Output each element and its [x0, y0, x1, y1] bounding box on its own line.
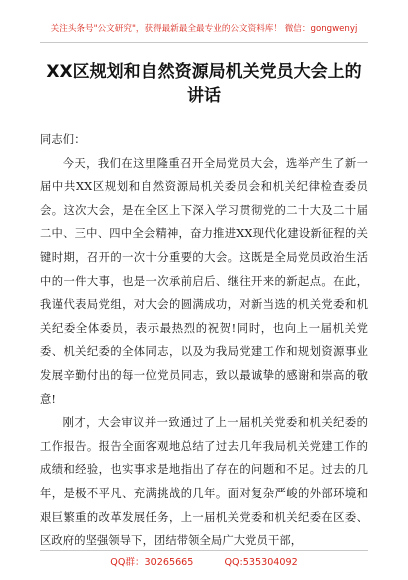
paragraph-1: 今天，我们在这里隆重召开全局党员大会，选举产生了新一届中共XX区规划和自然资源局机关委员会和机关纪律检查委员会。这次大会，是在全区上下深入学习贯彻党的二十大及二十届二中、三中、四中全会精神，奋力推进XX现代化建设新征程的关键时期，召开的一次十分重要的大会。这既是全局党员政治生活中的一件大事，也是一次承前启后、继往开来的新起点。在此，我谨代表局党组，对大会的圆满成功，对新当选的机关党委和机关纪委全体委员，表示最热烈的祝贺!同时，也向上一届机关党委、机关纪委的全体同志，以及为我局党建工作和规划资源事业发展辛勤付出的每一位党员同志，致以最诚挚的感谢和崇高的敬意!	[40, 156, 368, 406]
paragraph-2: 刚才，大会审议并一致通过了上一届机关党委和机关纪委的工作报告。报告全面客观地总结了过去几年我局机关党建工作的成绩和经验，也实事求是地指出了存在的问题和不足。过去的几年，是极不平凡、充满挑战的几年。面对复杂严峻的外部环境和艰巨繁重的改革发展任务，上一届机关党委和机关纪委在区委、区政府的坚强领导下，团结带领全局广大党员干部，	[40, 416, 368, 548]
header-banner: 关注头条号"公文研究"，获得最新最全最专业的公文资料库！ 微信：gongwenyj	[50, 24, 358, 34]
document-title: XX区规划和自然资源局机关党员大会上的讲话	[46, 62, 362, 106]
footer-qq-group: QQ群：30265665	[110, 557, 194, 568]
footer	[0, 554, 408, 568]
salutation: 同志们：	[40, 133, 86, 146]
footer-qq: QQ:535304092	[224, 557, 298, 568]
footer-divider	[40, 550, 368, 551]
document-body	[40, 128, 368, 553]
header-divider	[40, 42, 368, 43]
